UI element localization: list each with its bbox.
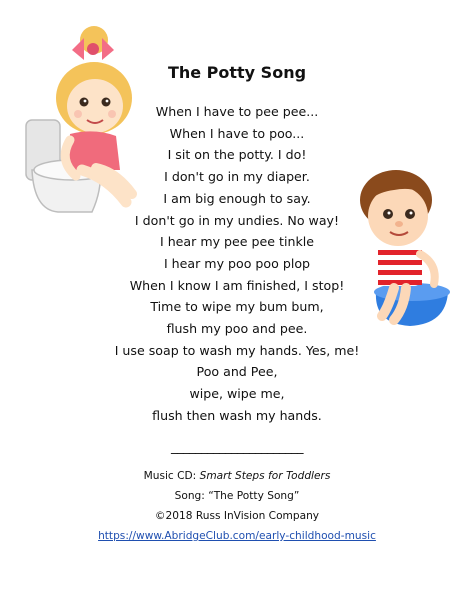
credits-block bbox=[0, 466, 474, 546]
lyric-line: flush my poo and pee. bbox=[166, 321, 308, 337]
lyric-line: I don't go in my diaper. bbox=[164, 169, 310, 185]
lyric-line: Time to wipe my bum bum, bbox=[150, 299, 324, 315]
website-link-line bbox=[0, 526, 474, 546]
divider-line: ______________________ bbox=[171, 440, 303, 455]
lyric-line: I use soap to wash my hands. Yes, me! bbox=[114, 342, 360, 358]
lyric-line: When I have to pee pee... bbox=[155, 104, 319, 119]
lyric-line: Poo and Pee, bbox=[196, 364, 278, 380]
lyric-line: When I have to poo... bbox=[169, 125, 305, 141]
lyric-line: I hear my pee pee tinkle bbox=[159, 234, 314, 250]
music-cd-title: Smart Steps for Toddlers bbox=[199, 470, 331, 482]
lyrics-block bbox=[0, 101, 474, 427]
lyric-line: I sit on the potty. I do! bbox=[167, 147, 307, 163]
music-cd-prefix: Music CD: bbox=[143, 470, 200, 482]
lyric-line: flush then wash my hands. bbox=[152, 407, 322, 423]
lyric-line: I don't go in my undies. No way! bbox=[134, 212, 340, 228]
song-credit: Song: “The Potty Song” bbox=[174, 490, 300, 502]
lyric-line: wipe, wipe me, bbox=[189, 386, 285, 402]
website-link[interactable]: https://www.AbridgeClub.com/early-childhood-music bbox=[98, 530, 376, 542]
lyric-line: When I know I am finished, I stop! bbox=[129, 277, 345, 293]
copyright-notice: ©2018 Russ InVision Company bbox=[154, 510, 320, 522]
song-title: The Potty Song bbox=[167, 63, 307, 82]
music-cd-credit bbox=[0, 466, 474, 486]
lyric-line: I am big enough to say. bbox=[163, 190, 311, 206]
lyric-line: I hear my poo poo plop bbox=[163, 255, 311, 271]
